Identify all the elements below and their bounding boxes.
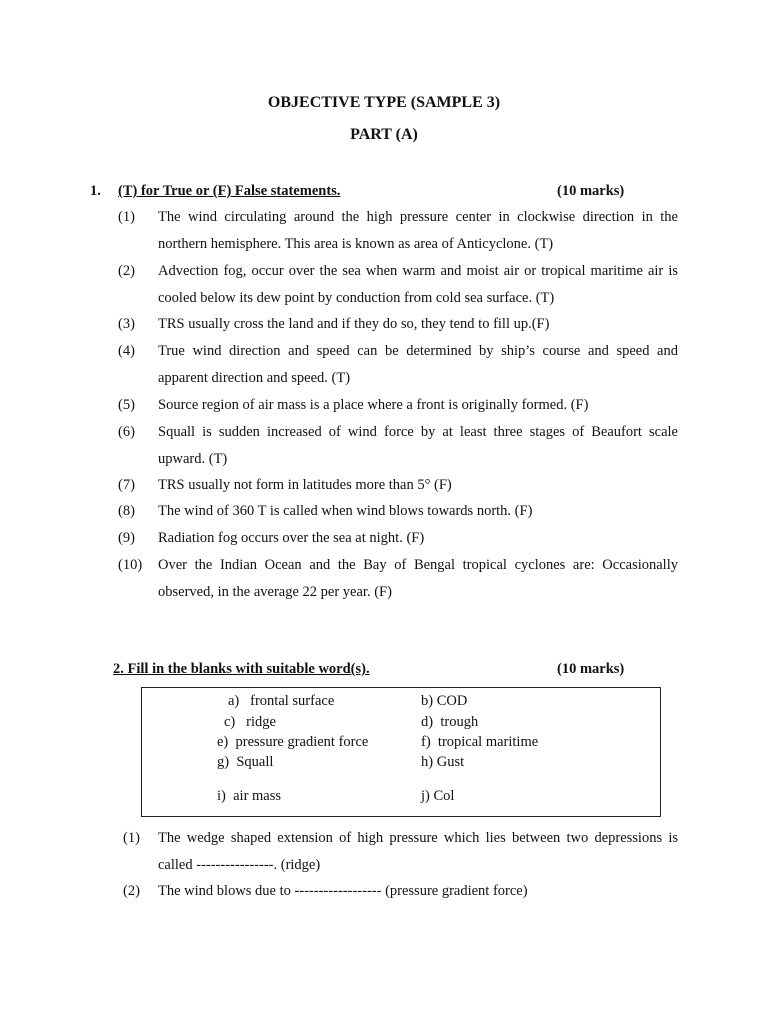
part-heading: PART (A) [350,126,418,143]
item-text: Source region of air mass is a place where a front is originally formed. (F) [158,397,589,413]
tf-item [118,392,678,419]
answer-options-box [141,687,661,817]
tf-item [118,258,678,312]
option-label: i) [217,788,226,804]
item-number: (5) [118,397,135,413]
option-label: f) [421,734,431,750]
item-text: Over the Indian Ocean and the Bay of Bengal tropical cyclones are: Occasionally observed, in the average 22 per year. (F) [158,557,678,600]
option-label: b) [421,693,434,709]
tf-item [118,419,678,473]
option-text: tropical maritime [437,734,539,750]
item-number: (1) [118,209,135,225]
section1-marks: (10 marks) [557,183,625,199]
page-title: OBJECTIVE TYPE (SAMPLE 3) [267,94,501,111]
option-b [421,693,467,710]
option-text: pressure gradient force [235,734,369,750]
option-g [217,754,273,771]
section2-instruction: 2. Fill in the blanks with suitable word(s). [113,661,370,677]
option-a [228,693,334,710]
option-text: trough [440,714,479,730]
option-j [421,788,454,805]
option-label: a) [228,693,240,709]
item-number: (3) [118,316,135,332]
option-f [421,734,538,751]
item-text: The wind blows due to ------------------ (pressure gradient force) [158,883,528,899]
option-c [224,714,276,731]
option-text: frontal surface [250,693,335,709]
tf-item [118,204,678,258]
item-number: (6) [118,424,135,440]
item-number: (2) [118,263,135,279]
option-label: h) [421,754,434,770]
item-text: Advection fog, occur over the sea when warm and moist air or tropical maritime air is cooled below its dew point by conduction from cold sea surface. (T) [158,263,678,306]
option-text: air mass [233,788,282,804]
tf-item [118,338,678,392]
item-number: (10) [118,557,143,573]
item-text: The wind circulating around the high pressure center in clockwise direction in the northern hemisphere. This area is known as area of Anticyclone. (T) [158,209,678,252]
option-i [217,788,281,805]
item-text: True wind direction and speed can be determined by ship’s course and speed and apparent direction and speed. (T) [158,343,678,386]
option-h [421,754,464,771]
option-label: c) [224,714,236,730]
option-label: d) [421,714,434,730]
item-number: (1) [123,830,140,846]
item-text: TRS usually not form in latitudes more than 5° (F) [158,477,452,493]
item-number: (7) [118,477,135,493]
option-text: Gust [436,754,465,770]
option-text: COD [436,693,468,709]
option-text: ridge [246,714,276,730]
fill-item [123,878,678,905]
option-d [421,714,478,731]
option-label: g) [217,754,230,770]
item-number: (4) [118,343,135,359]
option-text: Squall [236,754,274,770]
item-text: The wind of 360 T is called when wind blows towards north. (F) [158,503,533,519]
option-label: e) [217,734,229,750]
item-text: The wedge shaped extension of high pressure which lies between two depressions is called ----------------. (ridge) [158,830,678,873]
tf-item [118,311,678,338]
item-number: (8) [118,503,135,519]
item-text: TRS usually cross the land and if they do so, they tend to fill up.(F) [158,316,550,332]
option-label: j) [421,788,430,804]
tf-item [118,552,678,606]
section1-instruction: (T) for True or (F) False statements. [118,183,341,199]
item-number: (9) [118,530,135,546]
option-text: Col [433,788,455,804]
tf-item [118,472,678,499]
section1-number: 1. [90,183,101,199]
tf-item [118,498,678,525]
option-e [217,734,368,751]
item-number: (2) [123,883,140,899]
fill-item [123,825,678,879]
item-text: Radiation fog occurs over the sea at night. (F) [158,530,425,546]
item-text: Squall is sudden increased of wind force by at least three stages of Beaufort scale upward. (T) [158,424,678,467]
section2-marks: (10 marks) [557,661,625,677]
tf-item [118,525,678,552]
